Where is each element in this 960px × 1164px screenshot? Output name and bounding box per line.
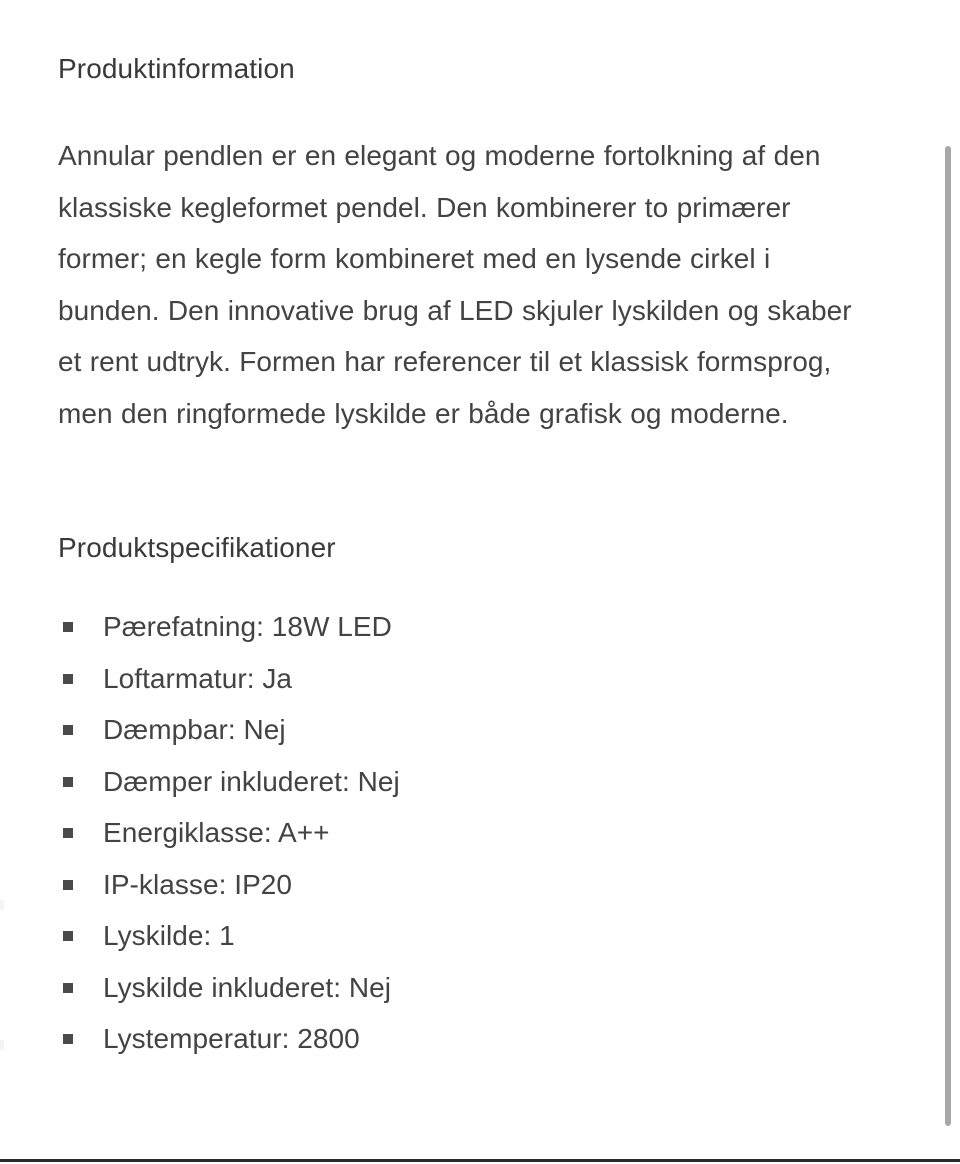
page-title: Produktinformation (58, 53, 295, 84)
bullet-square-icon (63, 674, 73, 684)
list-item-label: Dæmpbar: Nej (103, 714, 286, 745)
edge-artifact (0, 1040, 4, 1050)
specifications-heading: Produktspecifikationer (58, 532, 336, 563)
specifications-list (58, 601, 878, 1065)
list-item (58, 756, 878, 808)
product-description-paragraph: Annular pendlen er en elegant og moderne fortolkning af den klassiske kegleformet pendel. Den kombinerer to primærer former; en kegle form kombineret med en lysende cirkel i bunden. Den innovative brug af LED skjuler lyskilden og skaber et rent udtryk. Formen har referencer til et klassisk formsprog, men den ringformede lyskilde er både grafisk og moderne. (58, 140, 852, 429)
bullet-square-icon (63, 622, 73, 632)
bullet-square-icon (63, 931, 73, 941)
scrollbar-thumb[interactable] (945, 146, 951, 1126)
edge-artifact (0, 900, 4, 910)
list-item-label: Dæmper inkluderet: Nej (103, 765, 400, 797)
list-item (58, 601, 878, 653)
list-item (58, 807, 878, 859)
vertical-scrollbar[interactable] (944, 0, 952, 1158)
list-item (58, 653, 878, 705)
list-item-label: Energiklasse: A++ (103, 817, 330, 848)
bottom-divider (0, 1159, 960, 1162)
bullet-square-icon (63, 828, 73, 838)
list-item-label: Lystemperatur: 2800 (103, 1023, 360, 1054)
list-item (58, 910, 878, 962)
list-item-label: Loftarmatur: Ja (103, 662, 293, 694)
bullet-square-icon (63, 983, 73, 993)
list-item-label: Pærefatning: 18W LED (103, 611, 392, 642)
list-item (58, 1013, 878, 1065)
list-item (58, 962, 878, 1014)
bullet-square-icon (63, 725, 73, 735)
list-item-label: IP-klasse: IP20 (103, 868, 293, 900)
list-item (58, 859, 878, 911)
list-item (58, 704, 878, 756)
bullet-square-icon (63, 1034, 73, 1044)
section-spacer (58, 439, 878, 531)
bullet-square-icon (63, 777, 73, 787)
list-item-label: Lyskilde inkluderet: Nej (103, 971, 392, 1003)
list-item-label: Lyskilde: 1 (103, 920, 235, 951)
bullet-square-icon (63, 880, 73, 890)
